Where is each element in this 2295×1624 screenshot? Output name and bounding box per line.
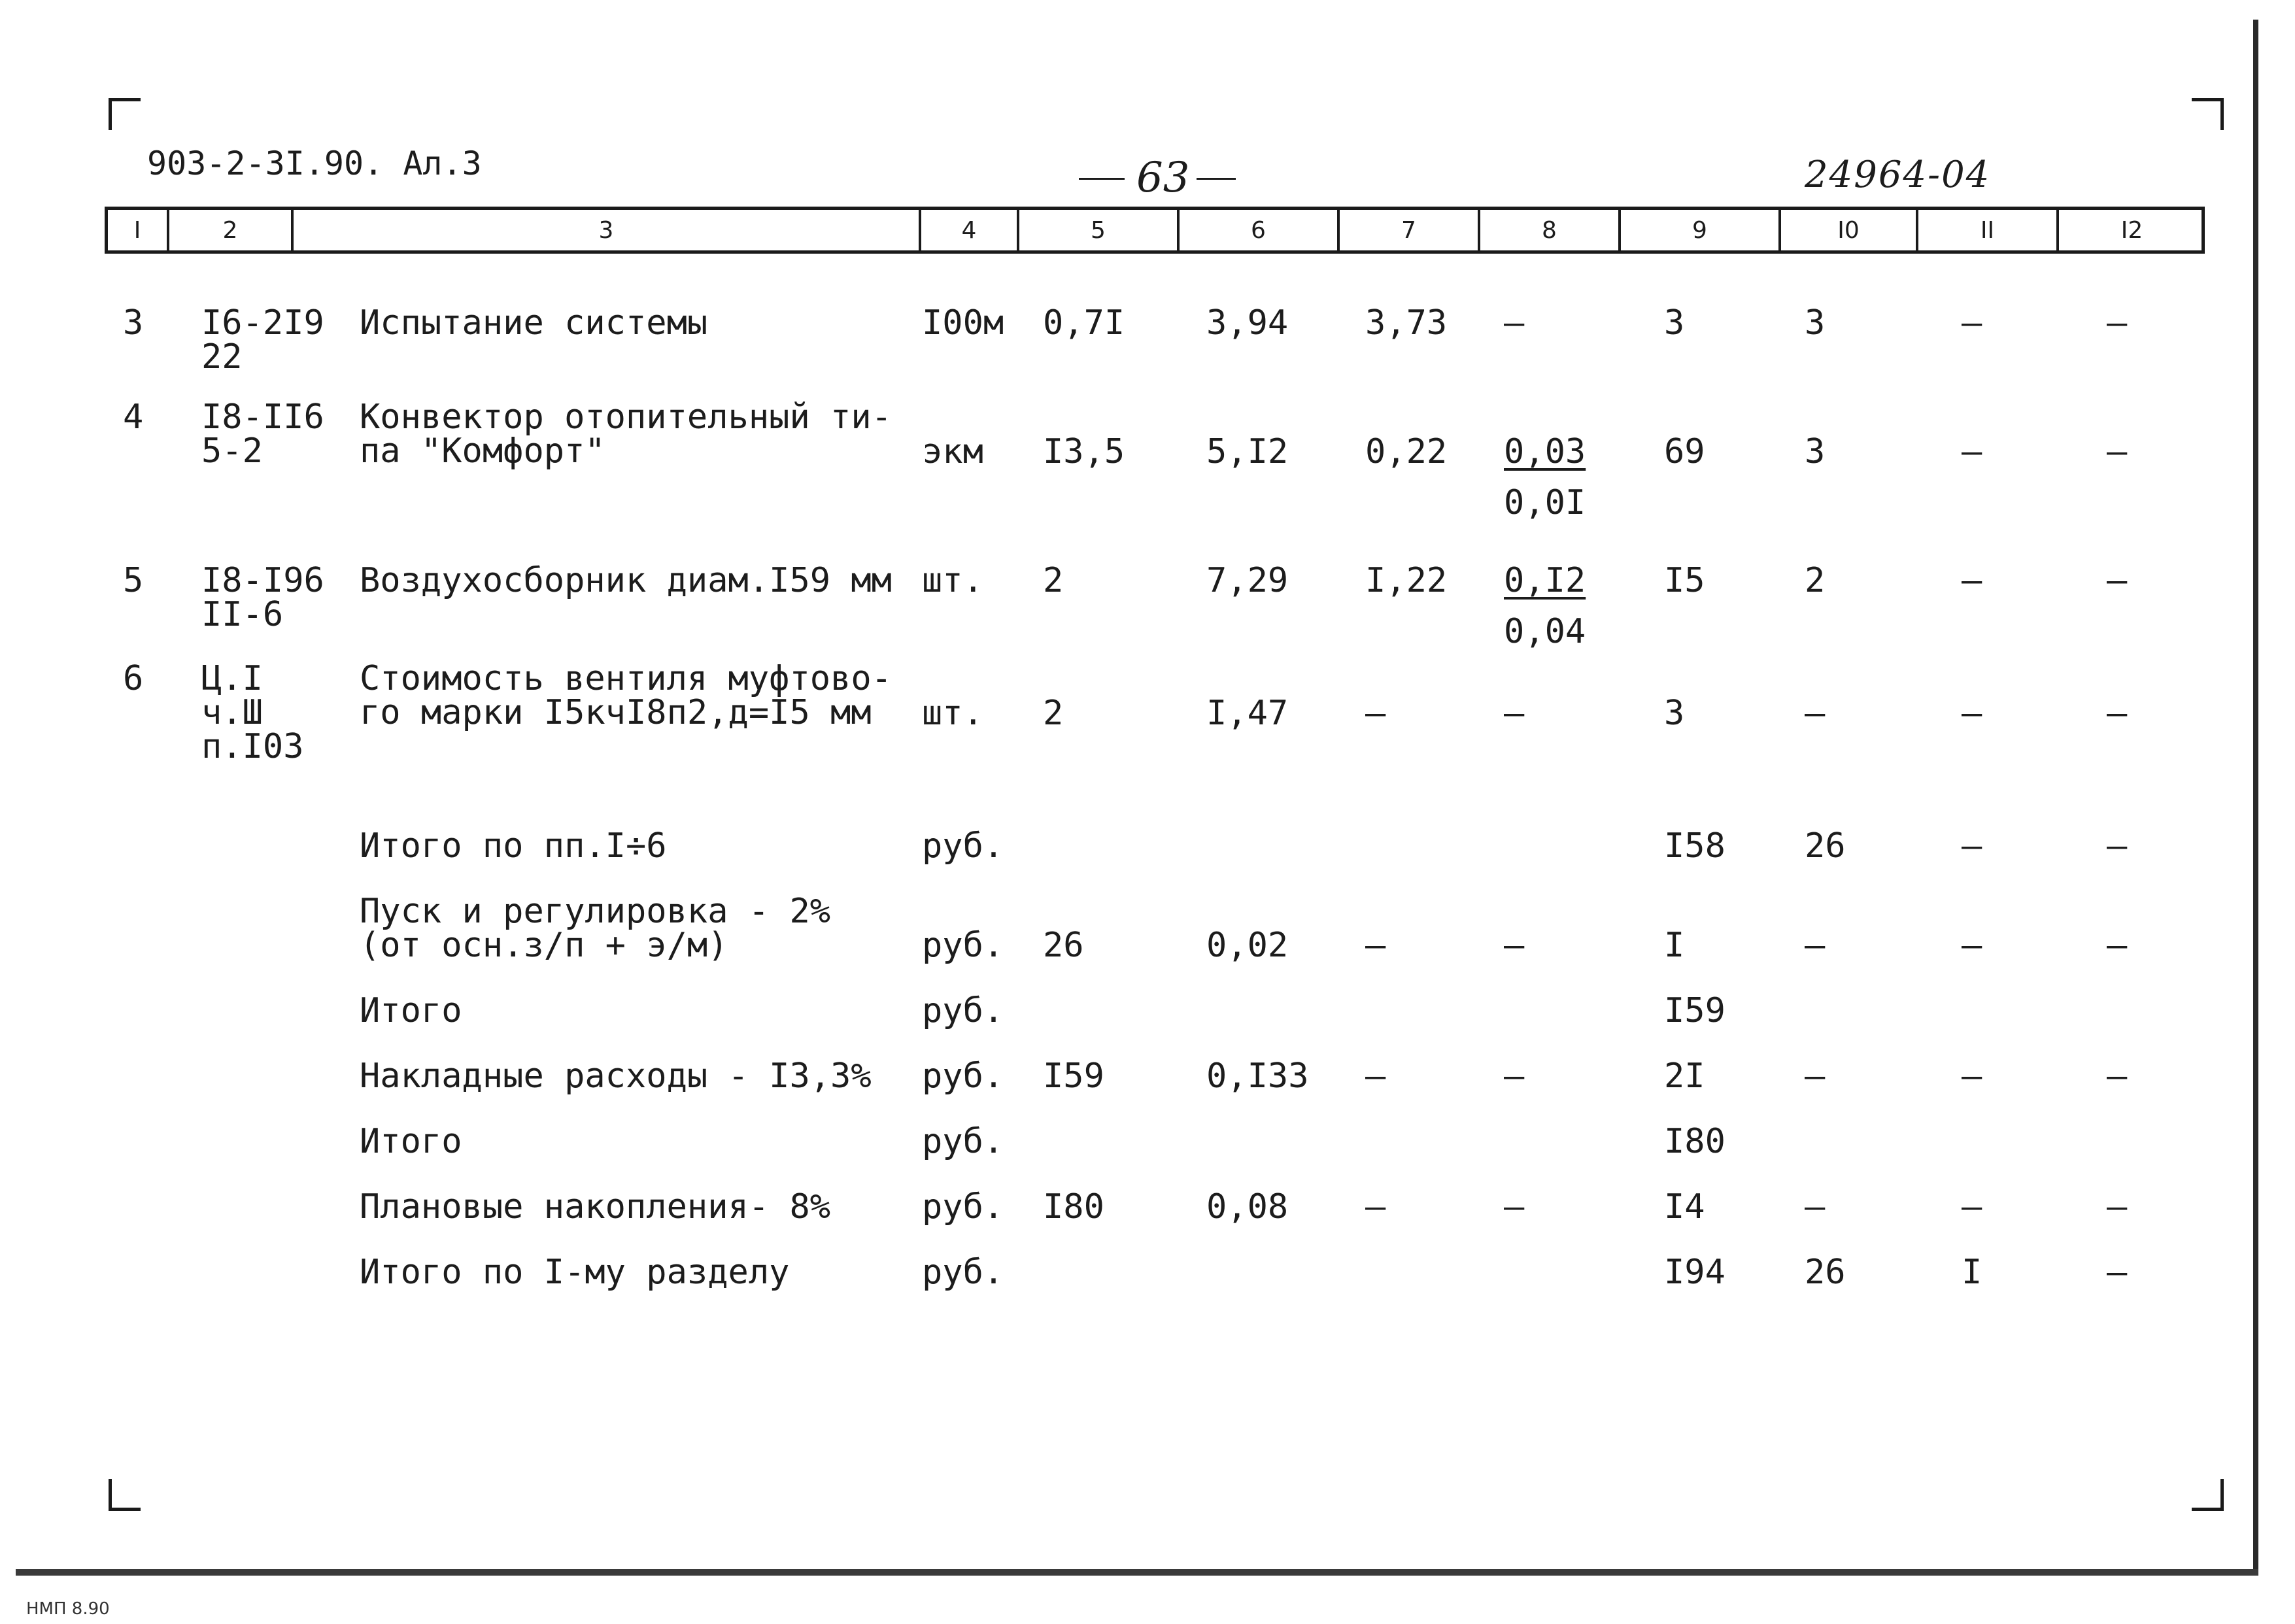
quantity: 2 [1043,561,1064,600]
col8-value: – [1504,694,1525,733]
col11-value: I [1962,1253,1982,1292]
crop-mark-top-right [2192,98,2224,130]
col11-value: – [1962,694,1982,733]
total-name-line: (от осн.з/п + э/м) [360,926,728,965]
page-number: 63 [1136,154,1190,202]
col10-value: 3 [1805,303,1826,343]
column-number-8: 8 [1478,210,1618,250]
quantity: I3,5 [1043,432,1125,471]
col12-value: – [2107,303,2128,343]
col12-value: – [2107,1057,2128,1096]
inventory-number: 24964-04 [1805,154,1991,196]
col9-value: I4 [1664,1187,1705,1226]
col9-value: 2I [1664,1057,1705,1096]
norm-code-line: I6-2I9 [201,303,324,343]
col6-value: 5,I2 [1206,432,1289,471]
col12-value: – [2107,826,2128,866]
col9-value: I59 [1664,991,1726,1030]
col8-value: – [1504,303,1525,343]
col9-value: 69 [1664,432,1705,471]
col7-value: 0,22 [1365,432,1448,471]
col12-value: – [2107,561,2128,600]
col7-value: – [1365,694,1386,733]
norm-code-line: п.I03 [201,727,304,766]
col11-value: – [1962,1187,1982,1226]
column-number-5: 5 [1017,210,1177,250]
col9-value: I58 [1664,826,1726,866]
col6-value: I,47 [1206,694,1289,733]
col9-value: I94 [1664,1253,1726,1292]
page-number-dash-left [1079,178,1125,180]
unit: I00м [922,303,1004,343]
col10-value: – [1805,926,1826,965]
item-number: 3 [123,303,144,343]
norm-code-line: 5-2 [201,431,263,471]
item-number: 6 [123,659,144,698]
col7-value: – [1365,1057,1386,1096]
work-name-line: Стоимость вентиля муфтово- [360,659,892,698]
norm-code-line: I8-I96 [201,561,324,600]
unit: экм [922,432,983,471]
crop-mark-bottom-right [2192,1479,2224,1511]
col11-value: – [1962,561,1982,600]
col10-value: 2 [1805,561,1826,600]
scan-edge-right [2253,20,2258,1576]
col6-value: 0,02 [1206,926,1289,965]
total-name-line: Плановые накопления- 8% [360,1187,831,1226]
total-name-line: Итого [360,991,462,1030]
unit: шт. [922,561,983,600]
column-number-12: I2 [2056,210,2205,250]
col6-value: 3,94 [1206,303,1289,343]
col11-value: – [1962,432,1982,471]
col8-sub-value: 0,0I [1504,483,1586,522]
total-name-line: Пуск и регулировка - 2% [360,892,831,931]
col9-value: 3 [1664,303,1685,343]
unit: руб. [922,926,1004,965]
col12-value: – [2107,926,2128,965]
crop-mark-bottom-left [109,1479,141,1511]
total-name-line: Итого по I-му разделу [360,1253,790,1292]
col12-value: – [2107,694,2128,733]
col12-value: – [2107,1187,2128,1226]
col8-sub-value: 0,04 [1504,612,1586,651]
work-name-line: па "Комфорт" [360,431,605,471]
col9-value: 3 [1664,694,1685,733]
column-number-6: 6 [1177,210,1337,250]
unit: руб. [922,1122,1004,1161]
col7-value: I,22 [1365,561,1448,600]
page-number-dash-right [1197,178,1236,180]
norm-code-line: ч.Ш [201,693,263,732]
work-name-line: Испытание системы [360,303,708,343]
norm-code-line: Ц.I [201,659,263,698]
column-number-9: 9 [1618,210,1778,250]
item-number: 4 [123,398,144,437]
column-number-1: I [133,216,141,244]
col8-value: – [1504,926,1525,965]
unit: шт. [922,694,983,733]
col11-value: – [1962,826,1982,866]
col12-value: – [2107,1253,2128,1292]
unit: руб. [922,991,1004,1030]
col9-value: I80 [1664,1122,1726,1161]
quantity: 0,7I [1043,303,1125,343]
col11-value: – [1962,926,1982,965]
form-code: НМП 8.90 [26,1599,110,1619]
col8-value: 0,I2 [1504,561,1586,600]
col7-value: – [1365,1187,1386,1226]
col6-value: 7,29 [1206,561,1289,600]
unit: руб. [922,1253,1004,1292]
col6-value: 0,I33 [1206,1057,1309,1096]
column-number-4: 4 [919,210,1017,250]
total-name-line: Итого [360,1122,462,1161]
col8-value: 0,03 [1504,432,1586,471]
column-number-11: II [1916,210,2056,250]
column-number-2: 2 [167,210,291,250]
col6-value: 0,08 [1206,1187,1289,1226]
unit: руб. [922,826,1004,866]
quantity: I59 [1043,1057,1104,1096]
col12-value: – [2107,432,2128,471]
column-number-10: I0 [1778,210,1916,250]
crop-mark-top-left [109,98,141,130]
col7-value: 3,73 [1365,303,1448,343]
column-number-header [105,207,2205,254]
total-name-line: Итого по пп.I÷6 [360,826,667,866]
col7-value: – [1365,926,1386,965]
col10-value: 3 [1805,432,1826,471]
work-name-line: Конвектор отопительный ти- [360,398,892,437]
scan-edge-bottom [16,1569,2258,1576]
document-code: 903-2-3I.90. Ал.3 [147,144,482,182]
quantity: 2 [1043,694,1064,733]
column-number-7: 7 [1337,210,1478,250]
col10-value: – [1805,694,1826,733]
col11-value: – [1962,1057,1982,1096]
norm-code-line: I8-II6 [201,398,324,437]
col10-value: – [1805,1057,1826,1096]
col9-value: I5 [1664,561,1705,600]
col10-value: 26 [1805,826,1846,866]
col10-value: – [1805,1187,1826,1226]
work-name-line: Воздухосборник диам.I59 мм [360,561,892,600]
column-number-3: 3 [291,210,919,250]
unit: руб. [922,1057,1004,1096]
total-name-line: Накладные расходы - I3,3% [360,1057,872,1096]
col11-value: – [1962,303,1982,343]
col10-value: 26 [1805,1253,1846,1292]
norm-code-line: 22 [201,337,243,377]
col9-value: I [1664,926,1685,965]
item-number: 5 [123,561,144,600]
col8-value: – [1504,1187,1525,1226]
unit: руб. [922,1187,1004,1226]
quantity: I80 [1043,1187,1104,1226]
col8-value: – [1504,1057,1525,1096]
work-name-line: го марки I5кчI8п2,д=I5 мм [360,693,872,732]
quantity: 26 [1043,926,1084,965]
norm-code-line: II-6 [201,595,284,634]
